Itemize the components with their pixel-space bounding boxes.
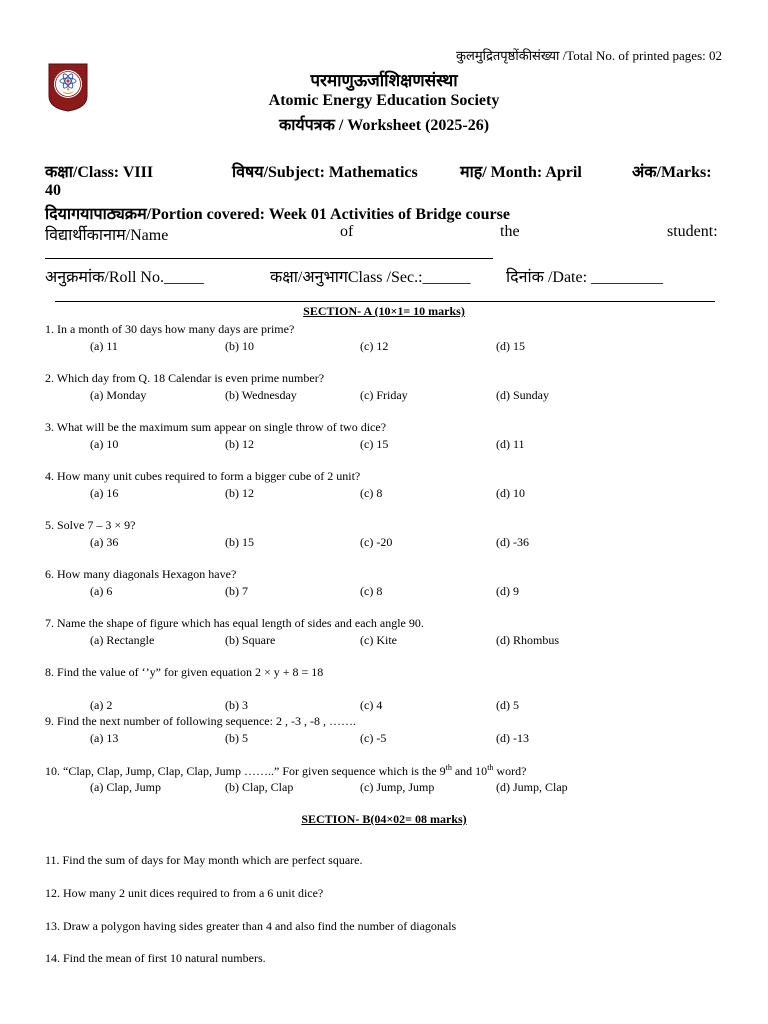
option-d[interactable]: (d) 10: [496, 486, 525, 500]
option-a[interactable]: (a) Clap, Jump: [90, 780, 161, 794]
question-2: 2. Which day from Q. 18 Calendar is even prime number?: [45, 371, 325, 385]
marks-label: अंक/Marks:: [632, 164, 712, 181]
class-label: कक्षा/Class: VIII: [45, 164, 154, 181]
question-text: 10. “Clap, Clap, Jump, Clap, Clap, Jump ……..” For given sequence which is the 9: [45, 764, 446, 778]
option-a[interactable]: (a) 13: [90, 731, 119, 745]
option-a[interactable]: (a) Rectangle: [90, 633, 155, 647]
org-name-english: Atomic Energy Education Society: [268, 92, 500, 109]
question-12: 12. How many 2 unit dices required to from a 6 unit dice?: [45, 886, 324, 900]
question-4: 4. How many unit cubes required to form a bigger cube of 2 unit?: [45, 469, 361, 483]
header-divider: [55, 301, 715, 302]
student-name-student: student:: [667, 223, 718, 240]
option-c[interactable]: (c) 4: [360, 698, 383, 712]
class-sec-label: कक्षा/अनुभागClass /Sec.:______: [270, 269, 471, 286]
option-c[interactable]: (c) 8: [360, 486, 383, 500]
option-c[interactable]: (c) Friday: [360, 388, 408, 402]
option-d[interactable]: (d) Jump, Clap: [496, 780, 568, 794]
question-3: 3. What will be the maximum sum appear on single throw of two dice?: [45, 420, 387, 434]
marks-value: 40: [45, 182, 61, 199]
option-a[interactable]: (a) 16: [90, 486, 119, 500]
ordinal-suffix: th: [445, 763, 452, 772]
option-c[interactable]: (c) -5: [360, 731, 387, 745]
option-b[interactable]: (b) 5: [225, 731, 248, 745]
section-a-title: SECTION- A (10×1= 10 marks): [303, 304, 465, 318]
option-b[interactable]: (b) 12: [225, 437, 254, 451]
option-c[interactable]: (c) 15: [360, 437, 389, 451]
total-pages: कुलमुद्रितपृष्ठोंकीसंख्या /Total No. of printed pages: 02: [456, 48, 722, 63]
option-b[interactable]: (b) Clap, Clap: [225, 780, 294, 794]
name-underline[interactable]: [45, 258, 493, 259]
org-name-hindi: परमाणुऊर्जाशिक्षणसंस्था: [310, 71, 458, 90]
question-6: 6. How many diagonals Hexagon have?: [45, 567, 237, 581]
option-c[interactable]: (c) 12: [360, 339, 389, 353]
option-c[interactable]: (c) Jump, Jump: [360, 780, 435, 794]
roll-no-label: अनुक्रमांक/Roll No._____: [45, 269, 204, 286]
question-11: 11. Find the sum of days for May month which are perfect square.: [45, 853, 363, 867]
option-a[interactable]: (a) 2: [90, 698, 113, 712]
question-9: 9. Find the next number of following sequence: 2 , -3 , -8 , …….: [45, 714, 356, 728]
student-name-label: विद्यार्थीकानाम/Name: [45, 227, 169, 244]
option-d[interactable]: (d) 9: [496, 584, 519, 598]
option-a[interactable]: (a) 36: [90, 535, 119, 549]
question-1: 1. In a month of 30 days how many days are prime?: [45, 322, 295, 336]
option-d[interactable]: (d) 15: [496, 339, 525, 353]
question-10: [45, 763, 526, 779]
section-b-title: SECTION- B(04×02= 08 marks): [301, 812, 467, 826]
option-c[interactable]: (c) -20: [360, 535, 393, 549]
option-b[interactable]: (b) 7: [225, 584, 248, 598]
option-d[interactable]: (d) 5: [496, 698, 519, 712]
option-b[interactable]: (b) 12: [225, 486, 254, 500]
question-8: 8. Find the value of ‘’y” for given equation 2 × y + 8 = 18: [45, 665, 324, 679]
option-d[interactable]: (d) Rhombus: [496, 633, 559, 647]
question-5: 5. Solve 7 – 3 × 9?: [45, 518, 136, 532]
option-c[interactable]: (c) 8: [360, 584, 383, 598]
question-text: and 10: [451, 764, 488, 778]
option-c[interactable]: (c) Kite: [360, 633, 397, 647]
student-name-of: of: [340, 223, 354, 240]
month-label: माह/ Month: April: [460, 164, 582, 181]
option-b[interactable]: (b) Wednesday: [225, 388, 297, 402]
option-a[interactable]: (a) 10: [90, 437, 119, 451]
option-b[interactable]: (b) Square: [225, 633, 276, 647]
option-b[interactable]: (b) 10: [225, 339, 254, 353]
option-a[interactable]: (a) 6: [90, 584, 113, 598]
question-7: 7. Name the shape of figure which has equal length of sides and each angle 90.: [45, 616, 424, 630]
option-d[interactable]: (d) -36: [496, 535, 529, 549]
option-a[interactable]: (a) 11: [90, 339, 118, 353]
student-name-the: the: [500, 223, 520, 240]
date-label: दिनांक /Date: _________: [506, 269, 664, 286]
option-d[interactable]: (d) -13: [496, 731, 529, 745]
option-d[interactable]: (d) Sunday: [496, 388, 549, 402]
option-b[interactable]: (b) 3: [225, 698, 248, 712]
worksheet-title: कार्यपत्रक / Worksheet (2025-26): [278, 117, 490, 134]
option-b[interactable]: (b) 15: [225, 535, 254, 549]
question-13: 13. Draw a polygon having sides greater than 4 and also find the number of diagonals: [45, 919, 457, 933]
ordinal-suffix: th: [487, 763, 494, 772]
option-d[interactable]: (d) 11: [496, 437, 525, 451]
option-a[interactable]: (a) Monday: [90, 388, 147, 402]
portion-covered: दियागयापाठ्यक्रम/Portion covered: Week 01 Activities of Bridge course: [45, 206, 510, 223]
question-text: word?: [493, 764, 527, 778]
subject-label: विषय/Subject: Mathematics: [232, 164, 418, 181]
question-14: 14. Find the mean of first 10 natural numbers.: [45, 951, 266, 965]
